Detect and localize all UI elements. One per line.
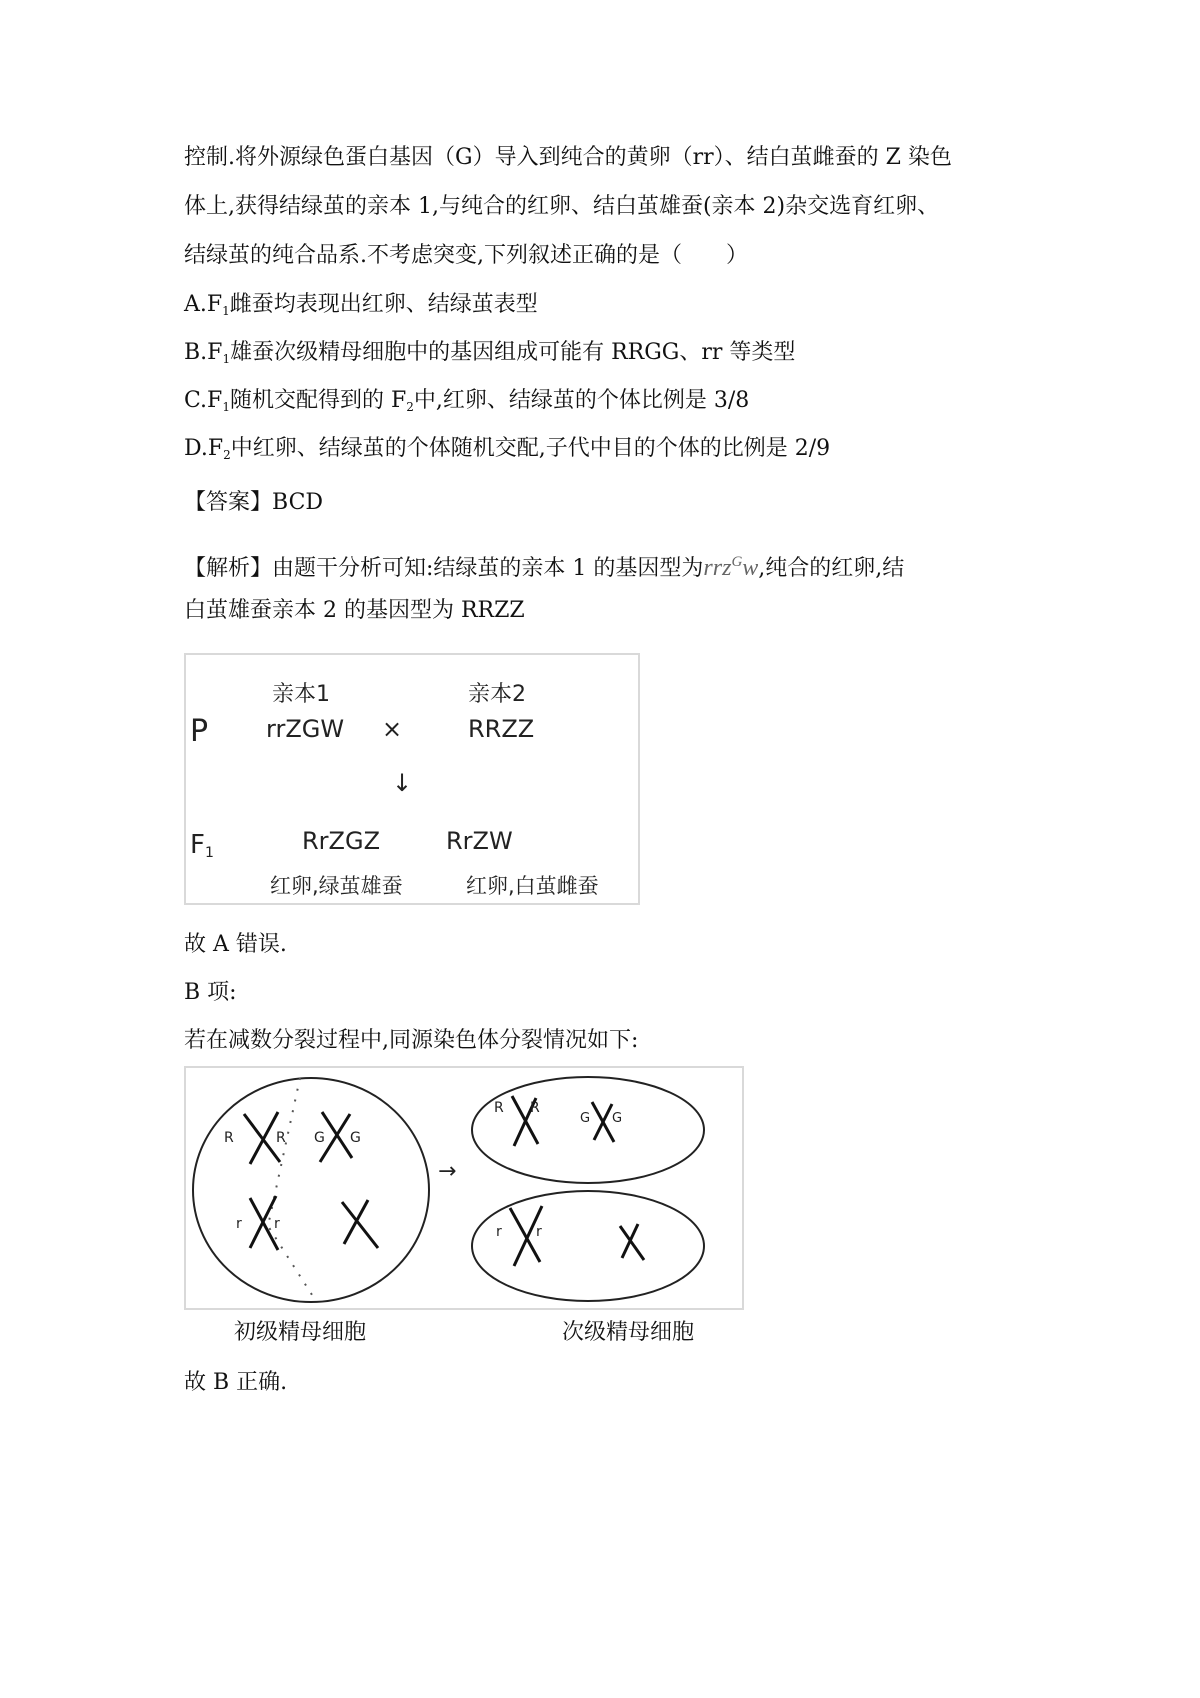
parent2-genotype: RRZZ xyxy=(468,715,535,743)
option-d: $D.F_2$中红卵、结绿茧的个体随机交配,子代中目的个体的比例是 2/9 xyxy=(184,436,831,462)
analysis-line-2: 白茧雄蚕亲本 2 的基因型为 RRZZ xyxy=(184,598,525,623)
parent1-genotype: rrZGW xyxy=(266,715,345,743)
conclusion-b: 故 B 正确. xyxy=(184,1370,288,1395)
f1-male-phenotype: 红卵,绿茧雄蚕 xyxy=(270,874,403,898)
caption-secondary-spermatocyte: 次级精母细胞 xyxy=(562,1320,695,1345)
allele-r-upper-left: R xyxy=(224,1130,234,1146)
question-line-3: 结绿茧的纯合品系.不考虑突变,下列叙述正确的是（ ） xyxy=(184,243,748,268)
question-line-2: 体上,获得结绿茧的亲本 1,与纯合的红卵、结白茧雄蚕(亲本 2)杂交选育红卵、 xyxy=(184,194,940,219)
cross-diagram xyxy=(184,653,640,905)
allele-r-bottom-right: r xyxy=(536,1224,542,1240)
analysis-line-1: 【解析】由题干分析可知:结绿茧的亲本 1 的基因型为rrz$^G$w,纯合的红卵,结 xyxy=(184,554,905,581)
generation-f1: F1 xyxy=(190,830,214,861)
f1-male-genotype: RrZGZ xyxy=(302,827,381,855)
genotype-formula: rrz$^G$w xyxy=(703,554,759,581)
cross-arrow: ↓ xyxy=(392,769,413,797)
allele-g-top-right: G xyxy=(612,1111,623,1126)
allele-r-bottom-left: r xyxy=(496,1224,502,1240)
question-line-1: 控制.将外源绿色蛋白基因（G）导入到纯合的黄卵（rr）、结白茧雌蚕的 Z 染色 xyxy=(184,145,952,170)
allele-r-lower-right: r xyxy=(274,1216,280,1232)
generation-p: P xyxy=(190,714,209,749)
f1-female-genotype: RrZW xyxy=(446,827,513,855)
answer: 【答案】BCD xyxy=(184,490,324,515)
parent2-label: 亲本2 xyxy=(468,682,526,707)
option-a: $A.F_1$雌蚕均表现出红卵、结绿茧表型 xyxy=(184,292,538,318)
allele-r-top-right: R xyxy=(530,1100,540,1116)
option-c: $C.F_1$随机交配得到的 $F_2$中,红卵、结绿茧的个体比例是 3/8 xyxy=(184,388,750,414)
allele-g-top-left: G xyxy=(580,1111,591,1126)
cross-sign: × xyxy=(382,715,403,743)
f1-female-phenotype: 红卵,白茧雌蚕 xyxy=(466,874,599,898)
conclusion-a: 故 A 错误. xyxy=(184,932,287,957)
allele-g-left: G xyxy=(314,1130,325,1146)
allele-r-top-left: R xyxy=(494,1100,504,1116)
caption-primary-spermatocyte: 初级精母细胞 xyxy=(234,1320,367,1345)
allele-r-lower-left: r xyxy=(236,1216,242,1232)
allele-r-upper-right: R xyxy=(276,1130,286,1146)
b-heading: B 项: xyxy=(184,980,237,1005)
option-b: $B.F_1$雄蚕次级精母细胞中的基因组成可能有 RRGG、rr 等类型 xyxy=(184,340,796,366)
allele-g-right: G xyxy=(350,1130,361,1146)
meiosis-intro: 若在减数分裂过程中,同源染色体分裂情况如下: xyxy=(184,1028,639,1053)
meiosis-diagram-frame xyxy=(185,1067,743,1309)
parent1-label: 亲本1 xyxy=(272,682,330,707)
division-arrow: → xyxy=(438,1159,457,1184)
meiosis-diagram xyxy=(184,1066,744,1310)
